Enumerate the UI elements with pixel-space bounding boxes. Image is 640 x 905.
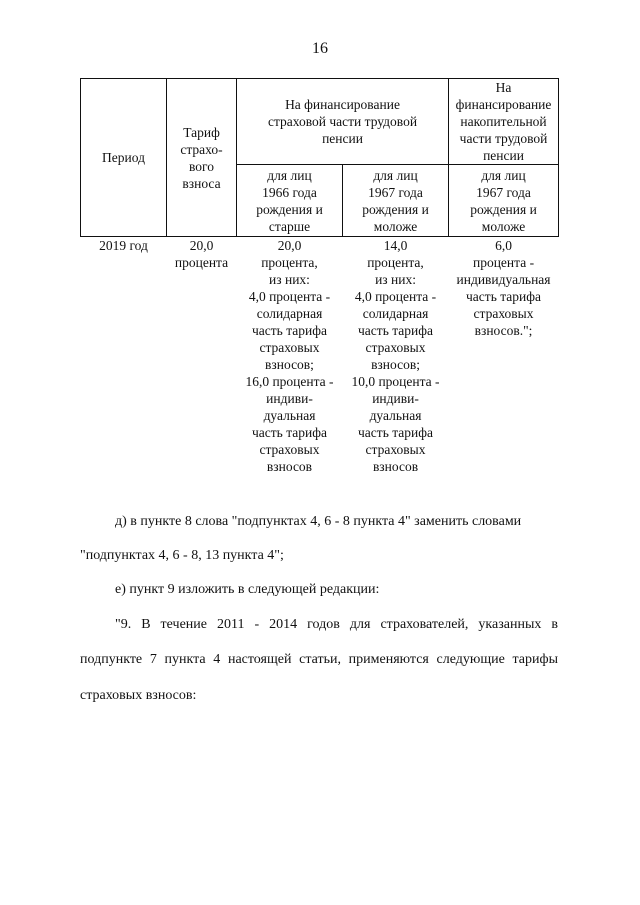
subheader-1967-younger-insurance: для лиц 1967 года рождения и моложе bbox=[343, 165, 449, 237]
header-funded-part: На финансирование накопительной части трудовой пенсии bbox=[449, 79, 559, 165]
paragraph-d-line-1: д) в пункте 8 слова "подпунктах 4, 6 - 8 пункта 4" заменить словами bbox=[115, 514, 522, 529]
header-tariff: Тариф страхо- вого взноса bbox=[167, 79, 237, 237]
cell-tariff: 20,0 процента bbox=[174, 238, 229, 270]
subheader-1966-older: для лиц 1966 года рождения и старше bbox=[237, 165, 343, 237]
subheader-1967-younger-funded: для лиц 1967 года рождения и моложе bbox=[449, 165, 559, 237]
paragraph-9-line-1: "9. В течение 2011 - 2014 годов для страхователей, указанных в bbox=[115, 617, 558, 632]
cell-1967-younger-funded: 6,0 процента - индивидуальная часть тарифа страховых взносов."; bbox=[456, 238, 551, 338]
header-insurance-part: На финансирование страховой части трудовой пенсии bbox=[237, 79, 449, 165]
cell-1967-younger-insurance: 14,0 процента, из них: 4,0 процента - солидарная часть тарифа страховых взносов; 10,0 процента - индиви- дуальная часть тарифа страховых взносов bbox=[351, 238, 440, 474]
paragraph-e: е) пункт 9 изложить в следующей редакции: bbox=[115, 582, 380, 597]
paragraph-9-line-3: страховых взносов: bbox=[80, 688, 197, 703]
cell-1966-older: 20,0 процента, из них: 4,0 процента - солидарная часть тарифа страховых взносов; 16,0 процента - индиви- дуальная часть тарифа страховых взносов bbox=[245, 238, 334, 474]
tariff-table bbox=[80, 78, 559, 475]
cell-period: 2019 год bbox=[99, 238, 148, 253]
header-period: Период bbox=[81, 79, 167, 237]
paragraph-9-line-2: подпункте 7 пункта 4 настоящей статьи, применяются следующие тарифы bbox=[80, 652, 558, 667]
page-number: 16 bbox=[312, 40, 328, 57]
paragraph-d-line-2: "подпунктах 4, 6 - 8, 13 пункта 4"; bbox=[80, 548, 284, 563]
table-row bbox=[81, 237, 559, 476]
